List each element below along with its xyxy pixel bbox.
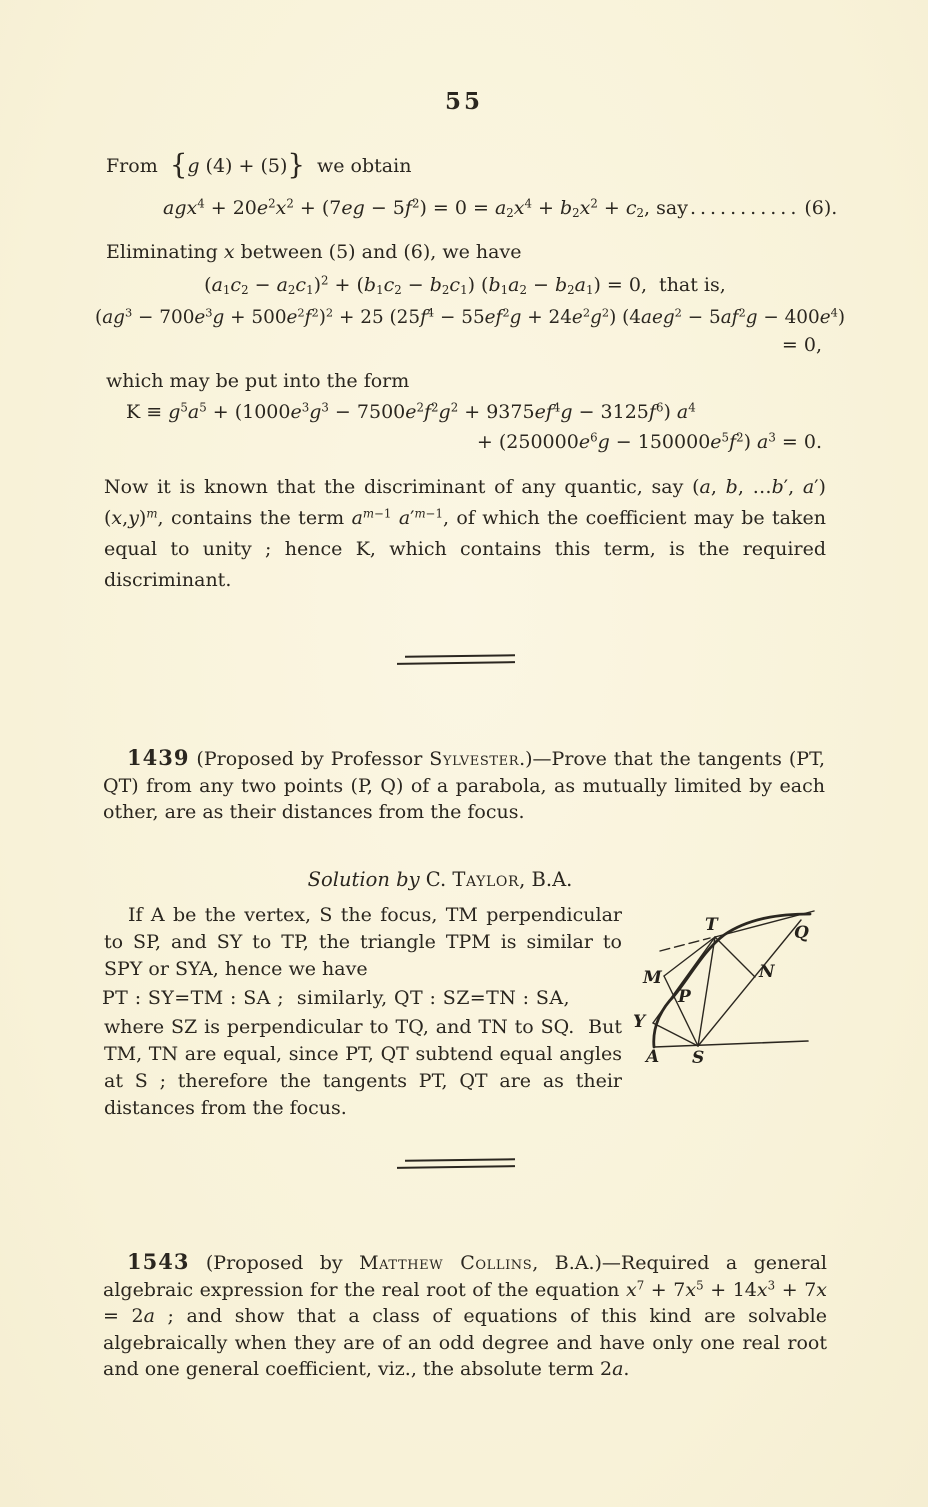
equation-6: $agx^4 + 20e^2x^2 + (7eg - 5f^2) = 0 = a_2x^4 + b_2x^2 + c_2$, say ........... (6). bbox=[163, 196, 838, 220]
intro-line: From {g (4) + (5)} we obtain bbox=[106, 149, 412, 182]
solution-body bbox=[104, 902, 622, 1122]
figure-label-P: P bbox=[678, 987, 691, 1007]
problem-1543-number: 1543 bbox=[127, 1249, 190, 1274]
figure-label-A: A bbox=[646, 1047, 660, 1065]
equation-expanded: $(ag^3 - 700e^3g + 500e^2f^2)^2 + 25$ $(25f^4 - 55ef^2g + 24e^2g^2) (4aeg^2 - 5af^2g - 400e^4)$ bbox=[95, 305, 846, 328]
figure-parabola-arc bbox=[654, 914, 810, 1047]
figure-line-TN bbox=[715, 937, 755, 977]
figure-label-Y: Y bbox=[633, 1012, 646, 1032]
parabola-figure bbox=[622, 890, 822, 1065]
solution-paragraph-rest: where SZ is perpendicular to TQ, and TN to SQ. But TM, TN are equal, since PT, QT subtend equal angles at S ; therefore the tangents PT, QT are as their distances from the focus. bbox=[104, 1015, 622, 1119]
section-divider bbox=[397, 655, 515, 664]
equation-expanded-tail: = 0, bbox=[781, 334, 822, 356]
eliminating-line: Eliminating x between (5) and (6), we have bbox=[106, 241, 522, 263]
solution-ratio-line: PT : SY=TM : SA ; similarly, QT : SZ=TN : SA, bbox=[102, 987, 570, 1009]
figure-baseline bbox=[654, 1041, 808, 1047]
problem-1543-statement: (Proposed by Matthew Collins, B.A.)—Required a general algebraic expression for the real root of the equation $x^7 + 7x^5 + 14x^3 + 7x = 2a$ ; and show that a class of equations of this kind are solvable algebraically when they are of an odd degree and have only one real root and one general coefficient, viz., the absolute term 2a. bbox=[103, 1252, 828, 1380]
form-note: which may be put into the form bbox=[106, 370, 410, 392]
figure-label-S: S bbox=[692, 1048, 705, 1065]
problem-1439 bbox=[103, 745, 825, 826]
section-divider-2 bbox=[397, 1159, 515, 1168]
equation-k-line1: $K \equiv g^5a^5 + (1000e^3g^3 - 7500e^2f^2g^2 + 9375ef^4g - 3125f^6)$ $a^4$ bbox=[126, 400, 696, 423]
figure-label-M: M bbox=[643, 968, 662, 988]
equation-k-line2: + $(250000e^6g - 150000e^5f^2) a^3 = 0$. bbox=[476, 430, 822, 453]
figure-tangent-extension bbox=[660, 938, 710, 951]
solution-paragraph-intro: If A be the vertex, S the focus, TM perpendicular to SP, and SY to TP, the triangle TPM is similar to SPY or SYA, hence we have bbox=[104, 904, 622, 980]
figure-label-Q: Q bbox=[794, 923, 809, 943]
page-number: 55 bbox=[444, 88, 483, 115]
problem-1543 bbox=[103, 1249, 827, 1383]
figure-label-T: T bbox=[705, 915, 718, 935]
discriminant-closing-paragraph: Now it is known that the discriminant of any quantic, say (a, b, …b′, $a')(x,y)^m$, contains the term $a^{m-1}$ $a'^{m-1}$, of which the coefficient may be taken equal to unity ; hence K, which contains this term, is the required discriminant. bbox=[104, 476, 826, 591]
figure-label-N: N bbox=[759, 962, 775, 982]
equation-elimination: $(a_1c_2 - a_2c_1)^2 + (b_1c_2 - b_2c_1) (b_1a_2 - b_2a_1) = 0$, that is, bbox=[204, 273, 726, 297]
problem-1439-number: 1439 bbox=[127, 745, 190, 770]
solution-heading: Solution by C. Taylor, B.A. bbox=[307, 868, 573, 891]
figure-line-SY bbox=[653, 1023, 698, 1046]
problem-1439-statement: (Proposed by Professor Sylvester.)—Prove that the tangents (PT, QT) from any two points (P, Q) of a parabola, as mutually limited by each other, are as their distances from the focus. bbox=[103, 748, 825, 823]
